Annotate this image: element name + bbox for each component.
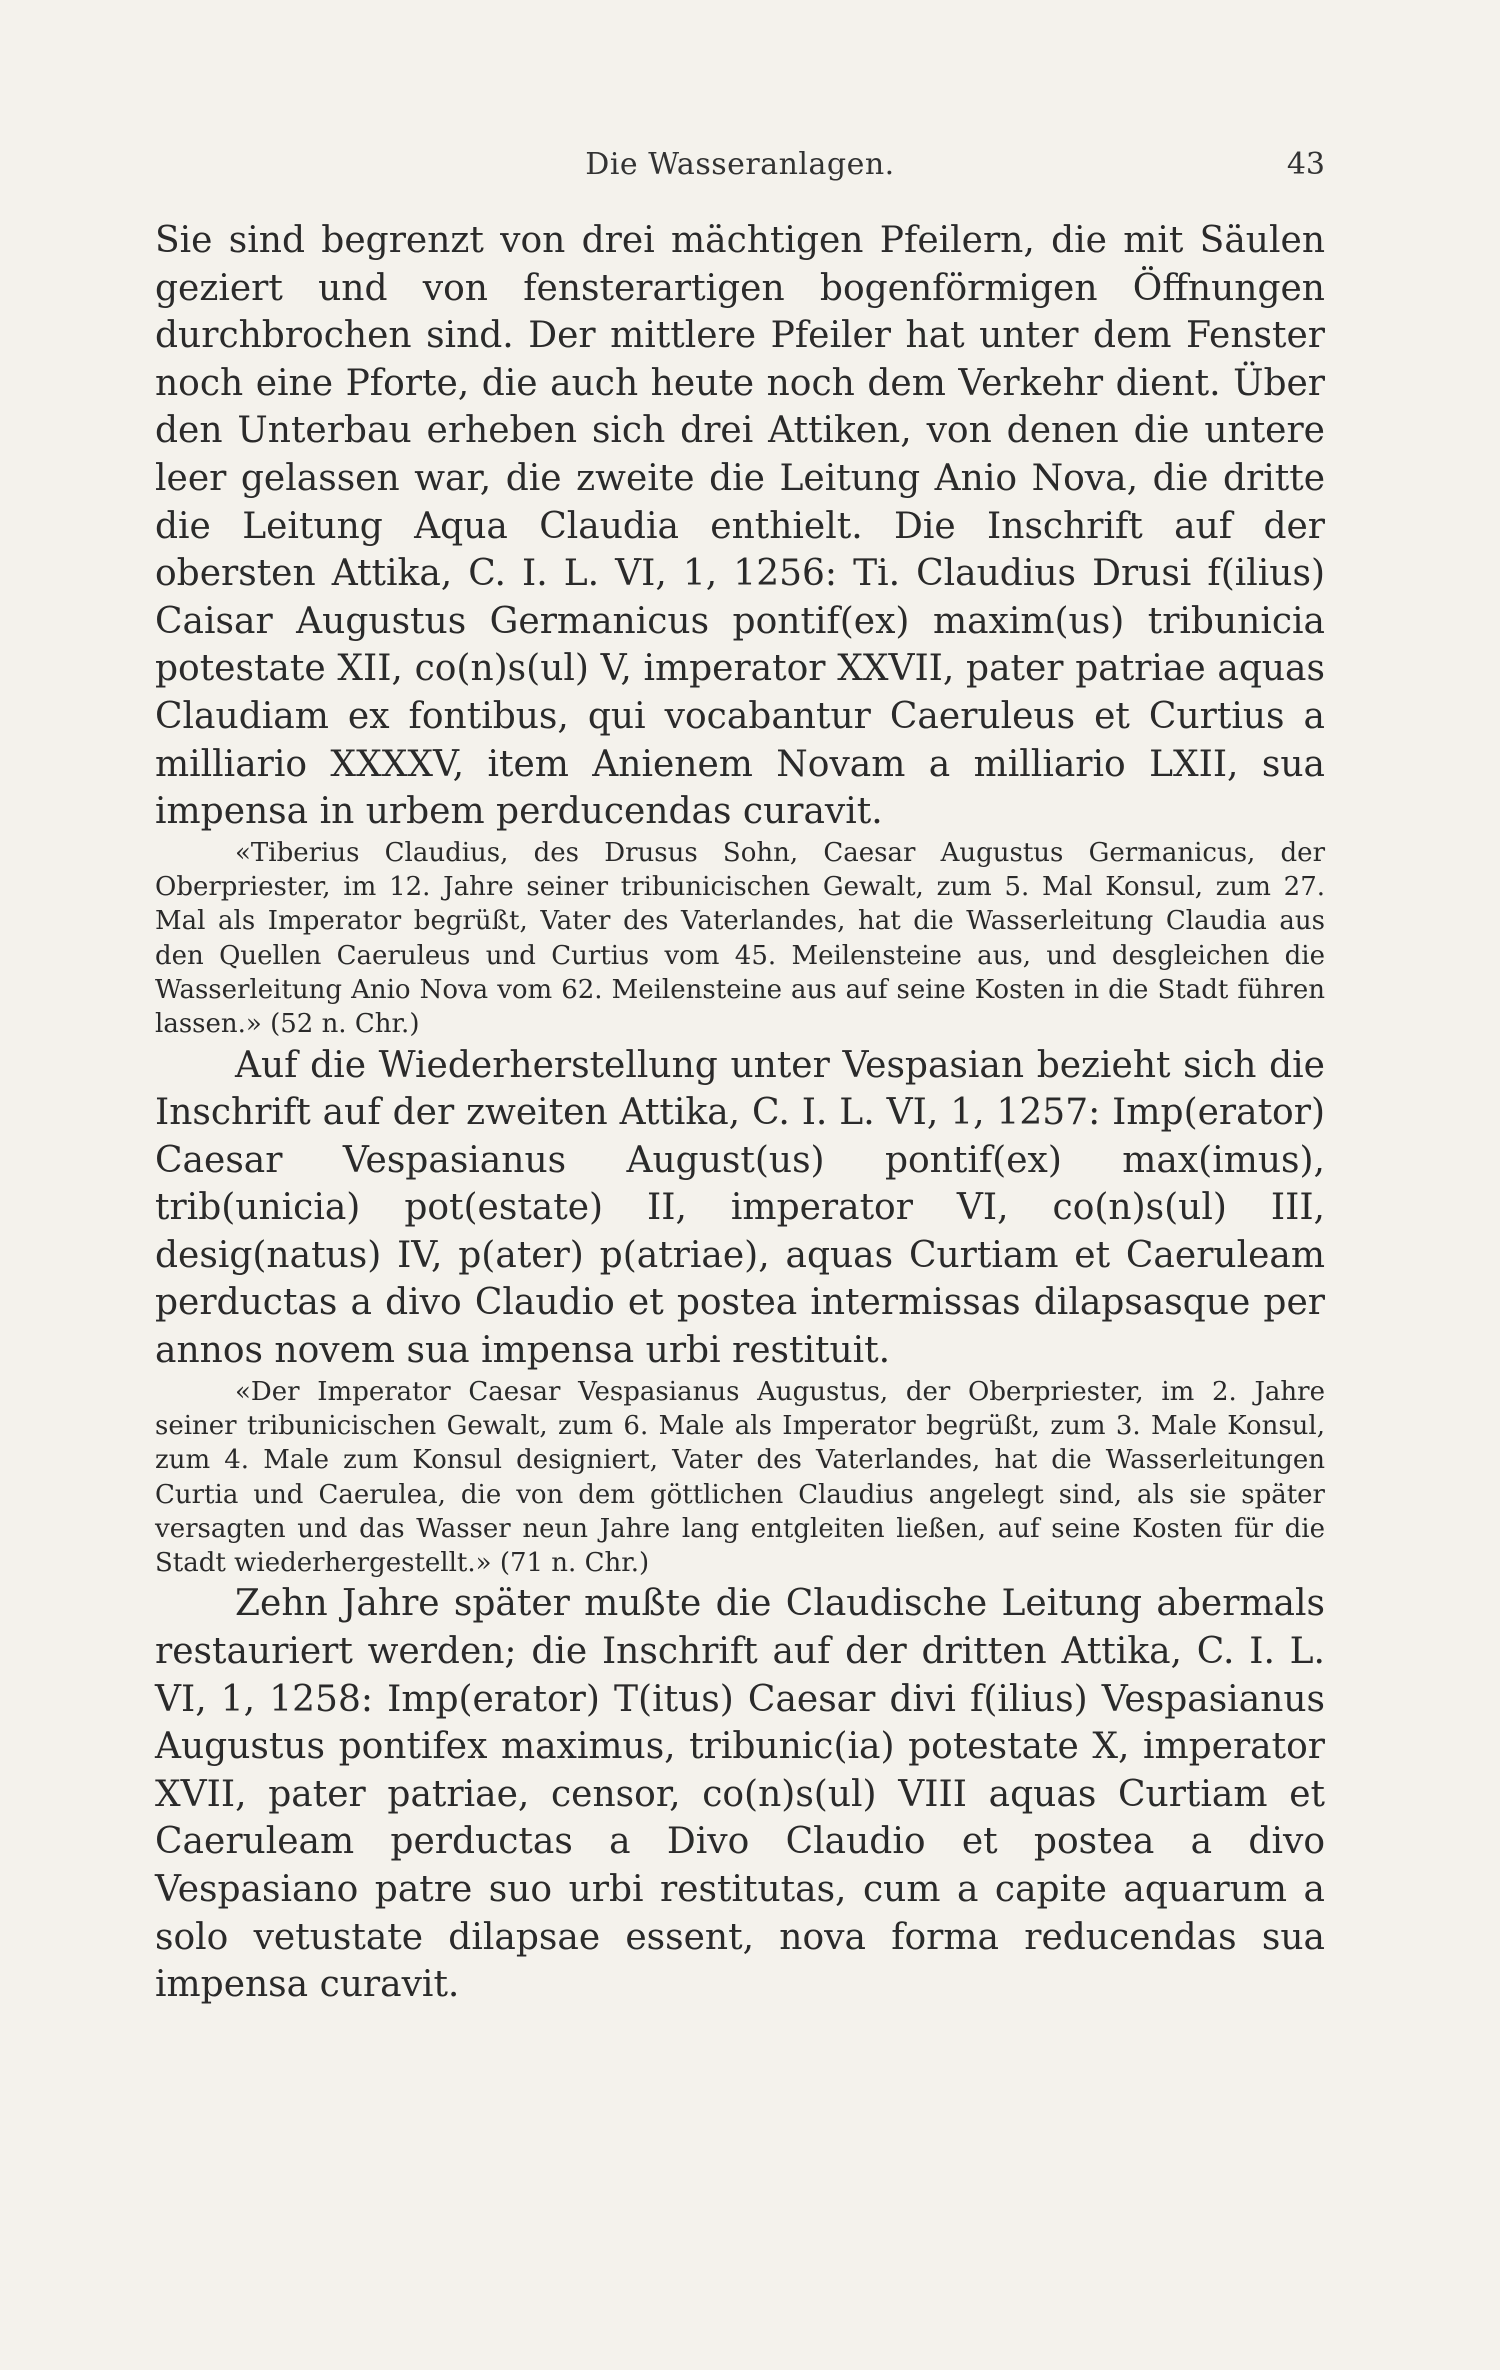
paragraph-translation: «Der Imperator Caesar Vespasianus Augustus, der Oberpriester, im 2. Jahre seiner tribunicischen Gewalt, zum 6. Male als Imperator begrüßt, zum 3. Male Konsul, zum 4. Male zum Konsul designiert, Vater des Vaterlandes, hat die Wasserleitungen Curtia und Caerulea, die von dem göttlichen Claudius angelegt sind, als sie später versagten und das Wasser neun Jahre lang entgleiten ließen, auf seine Kosten für die Stadt wiederhergestellt.» (71 n. Chr.) <box>155 1376 1325 1579</box>
paragraph-translation: «Tiberius Claudius, des Drusus Sohn, Caesar Augustus Germanicus, der Oberpriester, im 12. Jahre seiner tribunicischen Gewalt, zum 5. Mal Konsul, zum 27. Mal als Imperator begrüßt, Vater des Vaterlandes, hat die Wasserleitung Claudia aus den Quellen Caeruleus und Curtius vom 45. Meilensteine aus, und desgleichen die Wasserleitung Anio Nova vom 62. Meilensteine aus auf seine Kosten in die Stadt führen lassen.» (52 n. Chr.) <box>155 837 1325 1040</box>
book-page <box>155 135 1325 2009</box>
paragraph-main: Zehn Jahre später mußte die Claudische Leitung abermals restauriert werden; die Inschrift auf der dritten Attika, C. I. L. VI, 1, 1258: Imp(erator) T(itus) Caesar divi f(ilius) Vespasianus Augustus pontifex maximus, tribunic(ia) potestate X, imperator XVII, pater patriae, censor, co(n)s(ul) VIII aquas Curtiam et Caeruleam perductas a Divo Claudio et postea a divo Vespasiano patre suo urbi restitutas, cum a capite aquarum a solo vetustate dilapsae essent, nova forma reducendas sua impensa curavit. <box>155 1583 1325 2006</box>
paragraph-main: Auf die Wiederherstellung unter Vespasian bezieht sich die Inschrift auf der zweiten Attika, C. I. L. VI, 1, 1257: Imp(erator) Caesar Vespasianus August(us) pontif(ex) max(imus), trib(unicia) pot(estate) II, imperator VI, co(n)s(ul) III, desig(natus) IV, p(ater) p(atriae), aquas Curtiam et Caeruleam perductas a divo Claudio et postea intermissas dilapsasque per annos novem sua impensa urbi restituit. <box>155 1044 1325 1372</box>
page-body <box>155 217 1325 2009</box>
running-title: Die Wasseranlagen. <box>585 147 895 182</box>
running-header <box>155 135 1325 195</box>
page-number: 43 <box>1286 147 1325 182</box>
paragraph-main: Sie sind begrenzt von drei mächtigen Pfeilern, die mit Säulen geziert und von fensterartigen bogenförmigen Öffnungen durchbrochen sind. Der mittlere Pfeiler hat unter dem Fenster noch eine Pforte, die auch heute noch dem Verkehr dient. Über den Unterbau erheben sich drei Attiken, von denen die untere leer gelassen war, die zweite die Leitung Anio Nova, die dritte die Leitung Aqua Claudia enthielt. Die Inschrift auf der obersten Attika, C. I. L. VI, 1, 1256: Ti. Claudius Drusi f(ilius) Caisar Augustus Germanicus pontif(ex) maxim(us) tribunicia potestate XII, co(n)s(ul) V, imperator XXVII, pater patriae aquas Claudiam ex fontibus, qui vocabantur Caeruleus et Curtius a milliario XXXXV, item Anienem Novam a milliario LXII, sua impensa in urbem perducendas curavit. <box>155 220 1325 833</box>
